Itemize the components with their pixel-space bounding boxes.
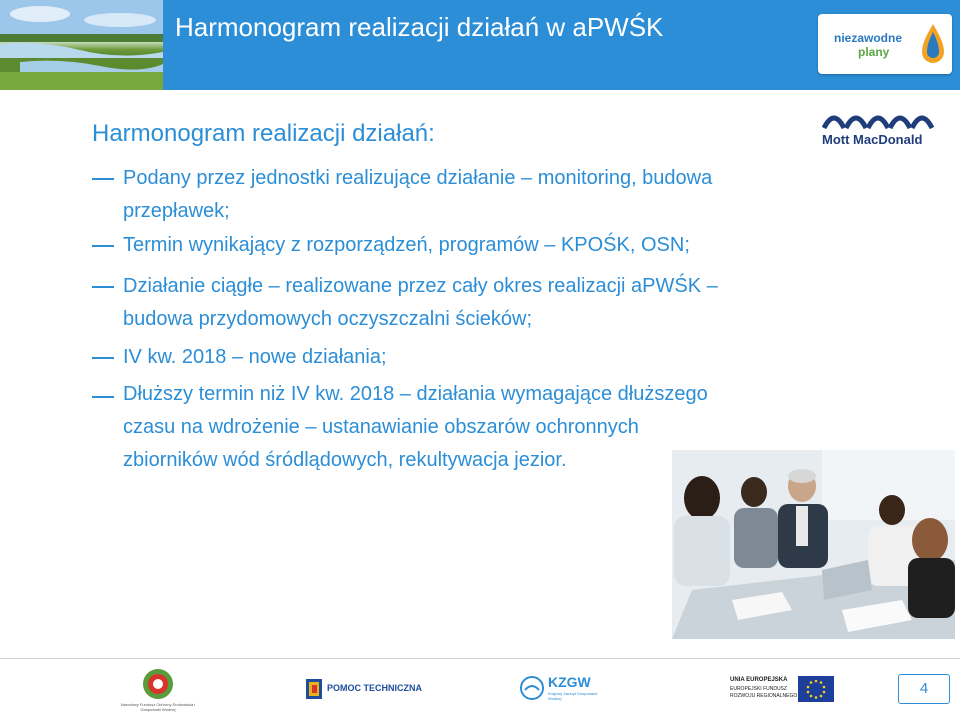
meeting-photo: [672, 450, 955, 639]
eu-fund-line1: EUROPEJSKI FUNDUSZ: [730, 686, 787, 692]
arches-icon: [822, 104, 944, 132]
water-drop-icon: [918, 22, 948, 66]
nfosigw-logo: [120, 668, 196, 712]
bullet-1-line-2: przepławek;: [123, 200, 230, 222]
logo-text-line1: niezawodne: [834, 31, 903, 45]
eu-flag-icon: [798, 676, 834, 702]
flag-emblem-icon: [305, 678, 323, 700]
logo-text-line2: plany: [858, 45, 890, 59]
section-heading: Harmonogram realizacji działań:: [92, 120, 435, 147]
page-title: Harmonogram realizacji działań w aPWŚK: [175, 12, 664, 42]
bullet-4-line-1: IV kw. 2018 – nowe działania;: [123, 346, 387, 368]
bullet-5-line-3: zbiorników wód śródlądowych, rekultywacja jezior.: [123, 449, 567, 471]
eu-logo: [730, 676, 840, 706]
bullet-1-line-1: Podany przez jednostki realizujące działanie – monitoring, budowa: [123, 167, 713, 189]
landscape-illustration: [0, 0, 163, 90]
mott-macdonald-wordmark: Mott MacDonald: [822, 132, 923, 147]
eu-fund-line2: ROZWOJU REGIONALNEGO: [730, 693, 798, 699]
dash-bullet: [92, 178, 114, 180]
dash-bullet: [92, 245, 114, 247]
eu-title: UNIA EUROPEJSKA: [730, 677, 788, 683]
dash-bullet: [92, 286, 114, 288]
kzgw-subtext: Krajowy Zarząd Gospodarki Wodnej: [548, 691, 598, 701]
niezawodne-plany-logo: [818, 14, 952, 74]
nfosigw-emblem-icon: [128, 668, 188, 702]
meeting-illustration: [672, 450, 955, 639]
bullet-3-line-2: budowa przydomowych oczyszczalni ścieków;: [123, 308, 533, 330]
pomoc-techniczna-text: POMOC TECHNICZNA: [327, 683, 422, 693]
dash-bullet: [92, 357, 114, 359]
bullet-3-line-1: Działanie ciągłe – realizowane przez cały okres realizacji aPWŚK –: [123, 275, 718, 297]
bullet-2-line-1: Termin wynikający z rozporządzeń, programów – KPOŚK, OSN;: [123, 234, 690, 256]
mott-macdonald-logo: [822, 104, 944, 150]
kzgw-emblem-icon: [520, 676, 544, 700]
dash-bullet: [92, 396, 114, 398]
footer-divider: [0, 658, 960, 659]
kzgw-logo: [520, 674, 610, 704]
bullet-5-line-1: Dłuższy termin niż IV kw. 2018 – działania wymagające dłuższego: [123, 383, 708, 405]
header-landscape-photo: [0, 0, 163, 90]
bullet-5-line-2: czasu na wdrożenie – ustanawianie obszarów ochronnych: [123, 416, 639, 438]
nfosigw-caption: Narodowy Fundusz Ochrony Środowiska i Gospodarki Wodnej: [120, 702, 196, 712]
kzgw-text: KZGW: [548, 674, 591, 690]
page-number: 4: [898, 674, 950, 704]
pomoc-techniczna-logo: [305, 678, 422, 702]
